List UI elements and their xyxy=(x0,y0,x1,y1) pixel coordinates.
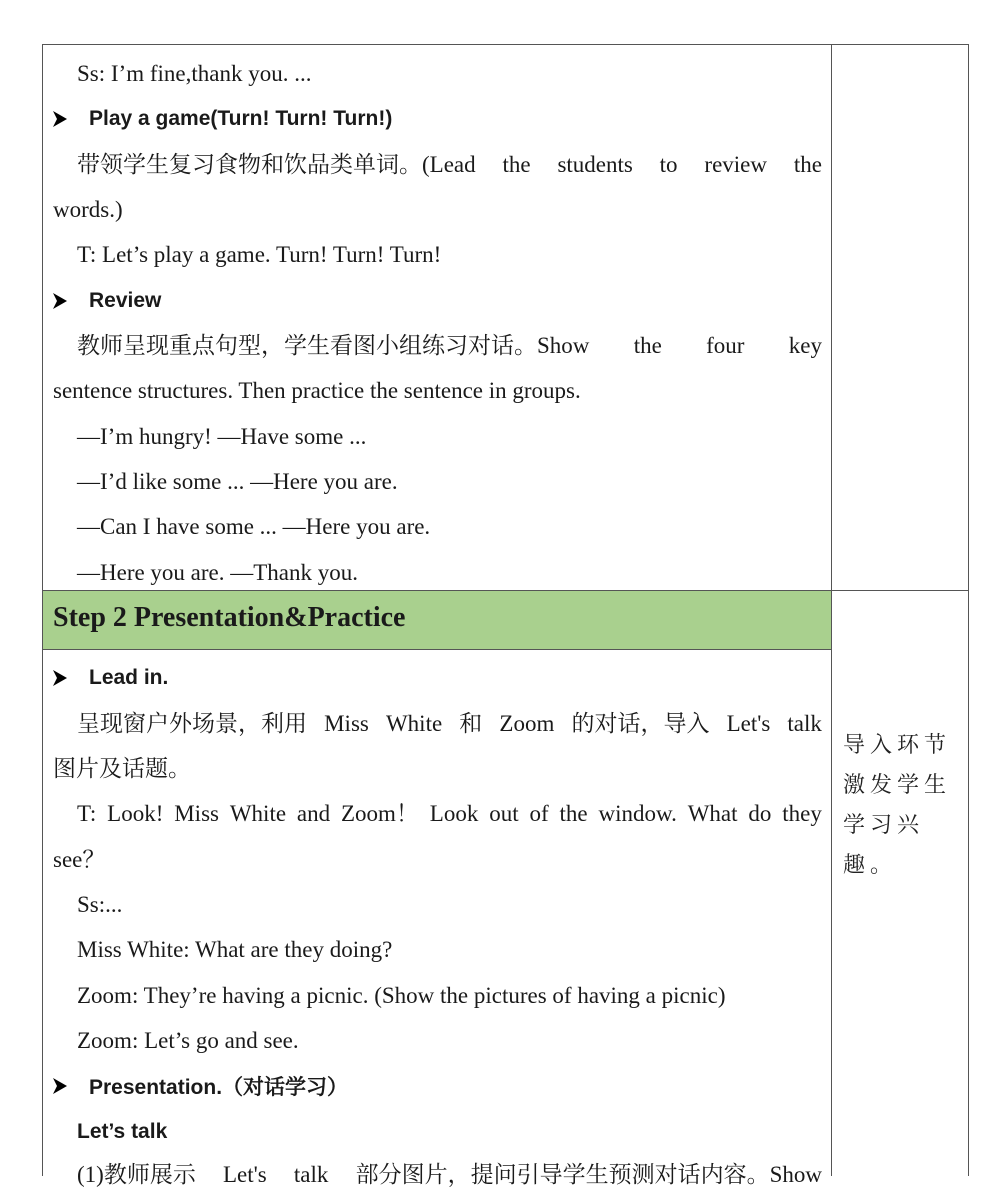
table-top-border xyxy=(42,44,969,45)
game-description-line-2: words.) xyxy=(53,197,123,222)
review-description-line-2: sentence structures. Then practice the sentence in groups. xyxy=(53,378,581,403)
arrow-bullet-icon xyxy=(53,1078,67,1094)
dialog-line: —I’d like some ... —Here you are. xyxy=(77,469,398,494)
arrow-bullet-icon xyxy=(53,670,67,686)
teacher-game-line: T: Let’s play a game. Turn! Turn! Turn! xyxy=(77,242,442,267)
dialog-line: —Here you are. —Thank you. xyxy=(77,560,359,585)
bullet-label: Lead in. xyxy=(89,666,169,689)
teacher-question-line-2: see？ xyxy=(53,847,106,872)
step-header-bottom-border xyxy=(42,649,832,650)
table-right-border xyxy=(968,44,969,1176)
miss-white-line: Miss White: What are they doing? xyxy=(77,937,393,962)
side-note: 导入环节激发学生学习兴趣。 xyxy=(843,733,952,878)
bullet-lead-in xyxy=(53,663,168,693)
lets-talk-heading: Let’s talk xyxy=(77,1120,168,1143)
arrow-bullet-icon xyxy=(53,111,67,127)
review-description-line-1: 教师呈现重点句型，学生看图小组练习对话。Show the four key xyxy=(77,333,822,358)
students-reply-line: Ss:... xyxy=(77,892,123,917)
game-description-line-1: 带领学生复习食物和饮品类单词。(Lead the students to review the xyxy=(77,152,822,177)
talk-description-line-1: (1)教师展示 Let's talk 部分图片，提问引导学生预测对话内容。Show xyxy=(77,1162,822,1187)
bullet-review xyxy=(53,286,161,316)
bullet-presentation xyxy=(53,1071,348,1101)
bullet-play-game xyxy=(53,104,392,134)
dialog-line: —I’m hungry! —Have some ... xyxy=(77,424,367,449)
arrow-bullet-icon xyxy=(53,293,67,309)
bullet-label: Presentation.（对话学习） xyxy=(89,1076,349,1099)
bullet-label: Play a game(Turn! Turn! Turn!) xyxy=(89,107,393,130)
table-column-divider xyxy=(831,44,832,1176)
step-2-title: Step 2 Presentation&Practice xyxy=(53,602,406,633)
zoom-line-2: Zoom: Let’s go and see. xyxy=(77,1028,299,1053)
ss-reply-line: Ss: I’m fine,thank you. ... xyxy=(77,61,312,86)
teacher-question-line-1: T: Look! Miss White and Zoom！ Look out of the window. What do they xyxy=(77,801,822,826)
dialog-line: —Can I have some ... —Here you are. xyxy=(77,514,431,539)
lead-description-line-1: 呈现窗户外场景，利用 Miss White 和 Zoom 的对话，导入 Let's talk xyxy=(77,711,822,736)
lead-description-line-2: 图片及话题。 xyxy=(53,756,191,781)
zoom-line-1: Zoom: They’re having a picnic. (Show the pictures of having a picnic) xyxy=(77,983,726,1008)
bullet-label: Review xyxy=(89,289,162,312)
